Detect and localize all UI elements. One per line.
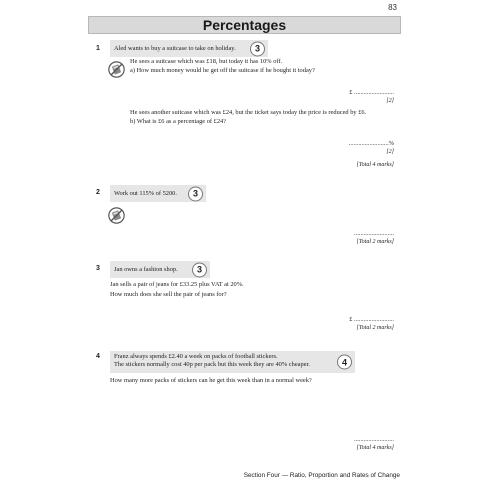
- question-3-line1: Jan sells a pair of jeans for £33.25 plus VAT at 20%.: [110, 281, 244, 288]
- question-3-answer: £ .........................: [349, 316, 394, 323]
- question-1a-marks: [2]: [386, 98, 394, 104]
- question-4-total: [Total 4 marks]: [356, 445, 394, 451]
- question-2-prompt-box: [110, 185, 206, 202]
- question-1b-marks: [2]: [386, 149, 394, 155]
- question-1-number: 1: [96, 45, 100, 52]
- question-1-total: [Total 4 marks]: [356, 162, 394, 168]
- question-1a-line1: He sees a suitcase which was £18, but today it has 10% off.: [130, 58, 283, 65]
- question-1-prompt: Aled wants to buy a suitcase to take on holiday.: [114, 45, 236, 52]
- question-1-prompt-box: [110, 40, 268, 57]
- question-3-line2: How much does she sell the pair of jeans for?: [110, 291, 227, 298]
- question-2-number: 2: [96, 189, 100, 196]
- question-1a-answer: £ .........................: [349, 89, 394, 96]
- question-3-total: [Total 2 marks]: [356, 325, 394, 331]
- question-1b-line1: He sees another suitcase which was £24, but the ticket says today the price is reduced by £6.: [130, 109, 367, 116]
- question-2-total: [Total 2 marks]: [356, 239, 394, 245]
- question-4-prompt-box: [110, 351, 355, 373]
- question-4-line1: How many more packs of stickers can he get this week than in a normal week?: [110, 377, 312, 384]
- question-3-prompt: Jan owns a fashion shop.: [114, 266, 178, 273]
- question-2-prompt: Work out 115% of 5200.: [114, 190, 177, 197]
- title-bar: [88, 16, 401, 34]
- question-3-number: 3: [96, 265, 100, 272]
- question-1a-line2: a) How much money would he get off the suitcase if he bought it today?: [130, 67, 315, 74]
- section-footer: Section Four — Ratio, Proportion and Rates of Change: [243, 472, 400, 479]
- question-4-prompt-line1: Franz always spends £2.40 a week on packs of football stickers.: [114, 353, 278, 360]
- question-4-number: 4: [96, 353, 100, 360]
- question-2-answer: .........................: [354, 230, 394, 237]
- difficulty-badge: 3: [250, 41, 265, 56]
- difficulty-badge: 3: [188, 186, 203, 201]
- question-1b-line2: b) What is £6 as a percentage of £24?: [130, 118, 227, 125]
- question-3-prompt-box: [110, 261, 210, 278]
- no-calculator-icon: [108, 61, 125, 78]
- question-1b-answer: .........................%: [348, 140, 394, 147]
- page-title: Percentages: [202, 17, 287, 33]
- difficulty-badge: 3: [192, 262, 207, 277]
- difficulty-badge: 4: [337, 355, 352, 370]
- page-number: 83: [388, 3, 397, 12]
- question-4-prompt-line2: The stickers normally cost 40p per pack but this week they are 40% cheaper.: [114, 361, 310, 368]
- question-4-answer: .........................: [354, 436, 394, 443]
- no-calculator-icon: [108, 207, 125, 224]
